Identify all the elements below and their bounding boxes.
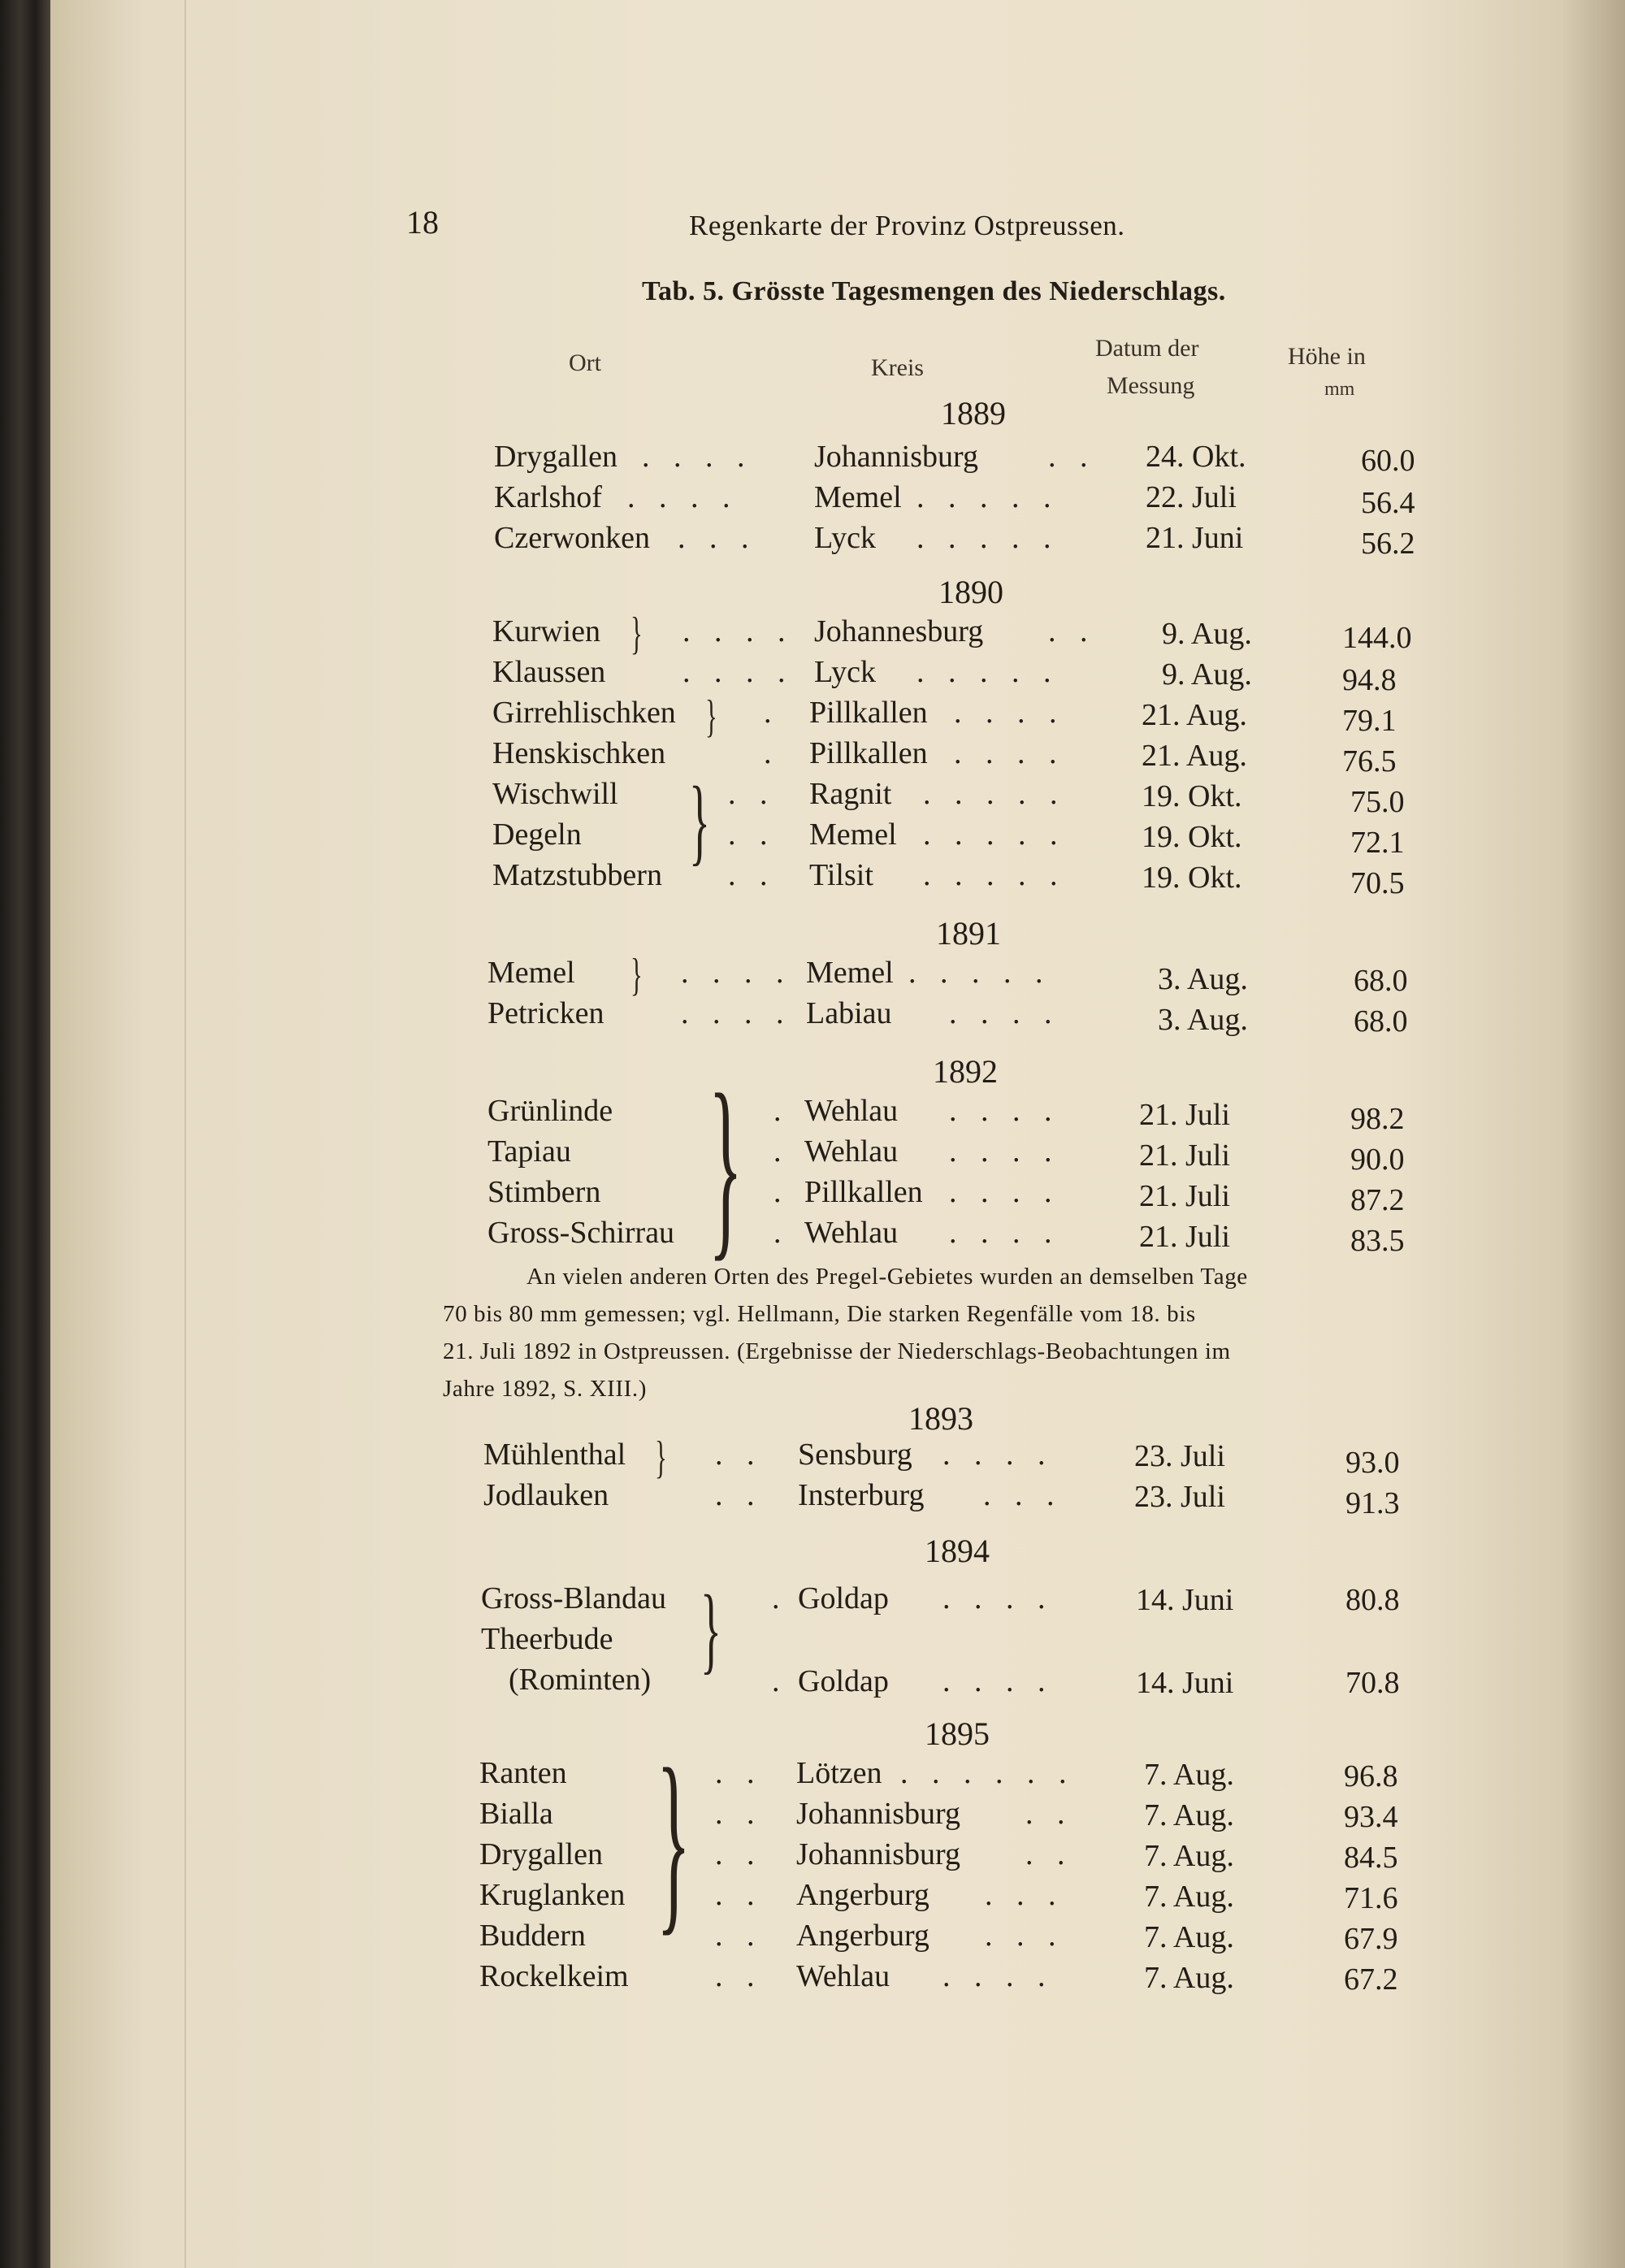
leader-dots: .: [772, 1581, 788, 1615]
table-cell-kreis: Johannisburg: [814, 440, 978, 474]
table-cell-datum: 19. Okt.: [1142, 779, 1242, 813]
brace-group: }: [630, 950, 643, 1000]
leader-dots: . . .: [985, 1878, 1064, 1912]
table-cell-hoehe: 70.8: [1346, 1666, 1400, 1700]
leader-dots: . .: [1025, 1797, 1073, 1831]
table-cell-ort: (Rominten): [509, 1663, 652, 1697]
leader-dots: . .: [728, 858, 776, 892]
table-cell-kreis: Goldap: [798, 1581, 889, 1615]
table-cell-kreis: Memel: [806, 956, 894, 990]
table-cell-kreis: Johannesburg: [814, 614, 984, 648]
table-cell-datum: 3. Aug.: [1158, 962, 1248, 996]
table-cell-hoehe: 84.5: [1344, 1841, 1398, 1875]
table-cell-kreis: Labiau: [806, 996, 892, 1030]
table-cell-ort: Memel: [488, 956, 575, 990]
table-cell-hoehe: 93.0: [1346, 1446, 1400, 1480]
leader-dots: . . .: [678, 521, 757, 555]
year-heading-1892: 1892: [933, 1053, 998, 1090]
leader-dots: . .: [715, 1919, 763, 1953]
leader-dots: . . . .: [949, 1134, 1060, 1169]
table-cell-hoehe: 94.8: [1342, 663, 1397, 697]
table-cell-kreis: Pillkallen: [804, 1175, 923, 1209]
table-cell-ort: Mühlenthal: [483, 1438, 626, 1472]
table-cell-hoehe: 87.2: [1350, 1183, 1405, 1217]
year-heading-1890: 1890: [938, 574, 1003, 610]
brace-group: }: [708, 1053, 743, 1278]
table-cell-kreis: Goldap: [798, 1664, 889, 1698]
table-cell-ort: Gross-Blandau: [481, 1581, 666, 1615]
leader-dots: . . . . .: [916, 480, 1060, 514]
table-cell-hoehe: 96.8: [1344, 1759, 1398, 1793]
table-cell-ort: Karlshof: [494, 480, 602, 514]
table-cell-datum: 19. Okt.: [1142, 861, 1242, 895]
table-cell-kreis: Wehlau: [804, 1134, 899, 1169]
table-cell-kreis: Lötzen: [796, 1756, 882, 1790]
table-cell-ort: Theerbude: [481, 1622, 613, 1656]
table-cell-hoehe: 144.0: [1342, 621, 1412, 655]
column-header-ort: Ort: [569, 349, 601, 376]
table-cell-ort: Wischwill: [492, 777, 618, 811]
table-cell-hoehe: 68.0: [1354, 964, 1408, 998]
table-cell-ort: Czerwonken: [494, 521, 651, 555]
brace-group: }: [630, 609, 643, 659]
leader-dots: . . . . .: [908, 956, 1051, 990]
table-cell-hoehe: 76.5: [1342, 744, 1397, 778]
leader-dots: . . . .: [954, 736, 1065, 770]
table-cell-hoehe: 80.8: [1346, 1583, 1400, 1617]
leader-dots: .: [774, 1216, 790, 1250]
table-cell-ort: Kruglanken: [479, 1878, 626, 1912]
year-heading-1889: 1889: [941, 395, 1006, 431]
leader-dots: . . . .: [949, 1175, 1060, 1209]
leader-dots: . .: [715, 1797, 763, 1831]
table-cell-datum: 21. Aug.: [1142, 698, 1247, 732]
leader-dots: .: [774, 1175, 790, 1209]
table-cell-ort: Buddern: [479, 1919, 586, 1953]
table-cell-ort: Rockelkeim: [479, 1959, 629, 1993]
table-cell-kreis: Memel: [814, 480, 902, 514]
table-cell-hoehe: 93.4: [1344, 1800, 1398, 1834]
brace-group: }: [700, 1575, 722, 1683]
table-cell-hoehe: 75.0: [1350, 785, 1405, 819]
note-line: Jahre 1892, S. XIII.): [443, 1376, 647, 1402]
page-gutter-line: [184, 0, 186, 2268]
leader-dots: . . . . .: [916, 655, 1060, 689]
note-line: 70 bis 80 mm gemessen; vgl. Hellmann, Die starken Regenfälle vom 18. bis: [443, 1301, 1196, 1327]
table-cell-kreis: Ragnit: [809, 777, 892, 811]
table-cell-kreis: Johannisburg: [796, 1837, 960, 1871]
table-cell-ort: Gross-Schirrau: [488, 1216, 675, 1250]
leader-dots: . .: [715, 1438, 763, 1472]
table-cell-datum: 23. Juli: [1134, 1480, 1225, 1514]
table-cell-datum: 23. Juli: [1134, 1439, 1225, 1473]
leader-dots: . . . .: [954, 696, 1065, 730]
table-cell-datum: 14. Juni: [1136, 1583, 1234, 1617]
table-cell-kreis: Johannisburg: [796, 1797, 960, 1831]
running-title: Regenkarte der Provinz Ostpreussen.: [689, 210, 1125, 241]
table-cell-ort: Klaussen: [492, 655, 606, 689]
table-cell-hoehe: 56.2: [1361, 527, 1415, 561]
leader-dots: .: [772, 1664, 788, 1698]
table-cell-datum: 21. Juni: [1146, 521, 1244, 555]
leader-dots: . .: [1048, 614, 1096, 648]
table-cell-hoehe: 72.1: [1350, 826, 1405, 860]
table-cell-hoehe: 90.0: [1350, 1143, 1405, 1177]
leader-dots: . .: [728, 777, 776, 811]
leader-dots: .: [764, 736, 780, 770]
brace-group: }: [656, 1728, 691, 1953]
brace-group: }: [689, 766, 710, 874]
table-cell-datum: 21. Juli: [1139, 1098, 1230, 1132]
table-cell-kreis: Tilsit: [809, 858, 873, 892]
table-cell-hoehe: 56.4: [1361, 486, 1415, 520]
table-cell-datum: 9. Aug.: [1162, 657, 1252, 692]
table-cell-ort: Stimbern: [488, 1175, 601, 1209]
leader-dots: . . .: [985, 1919, 1064, 1953]
table-cell-kreis: Memel: [809, 817, 897, 852]
table-title: Tab. 5. Grösste Tagesmengen des Niederschlags.: [642, 276, 1226, 306]
table-cell-datum: 7. Aug.: [1144, 1758, 1234, 1792]
table-cell-ort: Kurwien: [492, 614, 600, 648]
table-cell-datum: 24. Okt.: [1146, 440, 1246, 474]
table-cell-hoehe: 60.0: [1361, 444, 1415, 478]
table-cell-hoehe: 91.3: [1346, 1486, 1400, 1520]
leader-dots: . . . .: [681, 996, 792, 1030]
leader-dots: . .: [1025, 1837, 1073, 1871]
table-cell-datum: 21. Aug.: [1142, 739, 1247, 773]
table-cell-datum: 7. Aug.: [1144, 1961, 1234, 1995]
leader-dots: . . . .: [942, 1581, 1054, 1615]
table-cell-datum: 7. Aug.: [1144, 1920, 1234, 1954]
leader-dots: . .: [728, 817, 776, 852]
table-cell-hoehe: 83.5: [1350, 1224, 1405, 1258]
leader-dots: . . . .: [949, 1216, 1060, 1250]
table-cell-ort: Grünlinde: [488, 1094, 613, 1128]
leader-dots: . . . .: [942, 1664, 1054, 1698]
leader-dots: .: [774, 1094, 790, 1128]
leader-dots: . . . .: [942, 1438, 1054, 1472]
leader-dots: .: [764, 696, 780, 730]
note-line: 21. Juli 1892 in Ostpreussen. (Ergebnisse der Niederschlags-Beobachtungen im: [443, 1338, 1231, 1364]
table-cell-hoehe: 71.6: [1344, 1881, 1398, 1915]
column-header-hoehe-unit: mm: [1324, 379, 1355, 400]
table-cell-datum: 7. Aug.: [1144, 1880, 1234, 1914]
leader-dots: . .: [715, 1478, 763, 1512]
page-number: 18: [406, 204, 439, 241]
table-cell-hoehe: 70.5: [1350, 866, 1405, 900]
leader-dots: . . . .: [681, 956, 792, 990]
leader-dots: . . . . .: [916, 521, 1060, 555]
leader-dots: . . . .: [949, 1094, 1060, 1128]
table-cell-datum: 7. Aug.: [1144, 1798, 1234, 1832]
table-cell-datum: 21. Juli: [1139, 1138, 1230, 1173]
table-cell-kreis: Angerburg: [796, 1919, 930, 1953]
table-cell-kreis: Insterburg: [798, 1478, 925, 1512]
leader-dots: . . .: [983, 1478, 1063, 1512]
table-cell-datum: 7. Aug.: [1144, 1839, 1234, 1873]
table-cell-hoehe: 98.2: [1350, 1102, 1405, 1136]
table-cell-ort: Jodlauken: [483, 1478, 609, 1512]
leader-dots: . . . .: [627, 480, 739, 514]
table-cell-ort: Girrehlischken: [492, 696, 676, 730]
column-header-datum: Datum der: [1095, 335, 1199, 362]
table-cell-ort: Drygallen: [494, 440, 618, 474]
table-cell-ort: Bialla: [479, 1797, 553, 1831]
table-cell-hoehe: 67.9: [1344, 1922, 1398, 1956]
table-cell-hoehe: 68.0: [1354, 1004, 1408, 1039]
leader-dots: . . . .: [949, 996, 1060, 1030]
leader-dots: . .: [1048, 440, 1096, 474]
table-cell-datum: 3. Aug.: [1158, 1003, 1248, 1037]
leader-dots: . .: [715, 1837, 763, 1871]
year-heading-1895: 1895: [925, 1715, 990, 1752]
book-spine-edge: [0, 0, 50, 2268]
brace-group: }: [655, 1433, 667, 1483]
year-heading-1894: 1894: [925, 1533, 990, 1569]
table-cell-datum: 14. Juni: [1136, 1666, 1234, 1700]
leader-dots: .: [774, 1134, 790, 1169]
table-cell-datum: 21. Juli: [1139, 1179, 1230, 1213]
table-cell-kreis: Pillkallen: [809, 696, 928, 730]
leader-dots: . . . .: [642, 440, 753, 474]
note-line: An vielen anderen Orten des Pregel-Gebietes wurden an demselben Tage: [526, 1264, 1248, 1290]
leader-dots: . . . . . .: [900, 1756, 1075, 1790]
year-heading-1891: 1891: [936, 915, 1001, 952]
table-cell-kreis: Lyck: [814, 655, 876, 689]
table-cell-datum: 21. Juli: [1139, 1220, 1230, 1254]
table-cell-kreis: Lyck: [814, 521, 876, 555]
table-cell-datum: 22. Juli: [1146, 480, 1237, 514]
table-cell-ort: Henskischken: [492, 736, 666, 770]
table-cell-kreis: Wehlau: [804, 1094, 899, 1128]
table-cell-datum: 19. Okt.: [1142, 820, 1242, 854]
leader-dots: . . . . .: [923, 817, 1066, 852]
leader-dots: . . . .: [682, 614, 794, 648]
leader-dots: . .: [715, 1959, 763, 1993]
table-cell-kreis: Pillkallen: [809, 736, 928, 770]
table-cell-hoehe: 67.2: [1344, 1962, 1398, 1997]
leader-dots: . .: [715, 1878, 763, 1912]
table-cell-ort: Petricken: [488, 996, 604, 1030]
leader-dots: . .: [715, 1756, 763, 1790]
table-cell-kreis: Angerburg: [796, 1878, 930, 1912]
brace-group: }: [705, 692, 717, 742]
table-cell-ort: Degeln: [492, 817, 582, 852]
column-header-hoehe: Höhe in: [1288, 343, 1366, 370]
table-cell-ort: Ranten: [479, 1756, 567, 1790]
leader-dots: . . . .: [682, 655, 794, 689]
table-cell-kreis: Wehlau: [804, 1216, 899, 1250]
table-cell-hoehe: 79.1: [1342, 704, 1397, 738]
table-cell-kreis: Sensburg: [798, 1438, 912, 1472]
column-header-datum-line2: Messung: [1107, 372, 1195, 399]
table-cell-datum: 9. Aug.: [1162, 617, 1252, 651]
table-cell-kreis: Wehlau: [796, 1959, 890, 1993]
leader-dots: . . . .: [942, 1959, 1054, 1993]
leader-dots: . . . . .: [923, 777, 1066, 811]
table-cell-ort: Tapiau: [488, 1134, 571, 1169]
year-heading-1893: 1893: [908, 1400, 973, 1437]
column-header-kreis: Kreis: [871, 354, 924, 381]
leader-dots: . . . . .: [923, 858, 1066, 892]
table-cell-ort: Drygallen: [479, 1837, 603, 1871]
table-cell-ort: Matzstubbern: [492, 858, 662, 892]
